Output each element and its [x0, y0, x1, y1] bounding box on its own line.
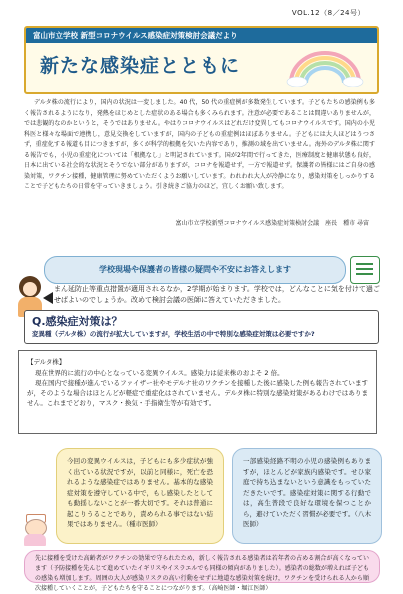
page-title: 新たな感染症とともに — [40, 55, 241, 77]
answer-bubble-left: 今回の変異ウイルスは，子どもにも多少症状が強く出ている状況ですが，以前と同様に，死亡を恐れるような感染症ではありません。基本的な感染症対策を遵守している中で，もし感染したとしても動揺しないことが一番大切です。それは普通に起こりうることであり，責められる事ではない結果ではありません。（種市医師） — [56, 448, 224, 544]
intro-paragraph: デルタ株の流行により，国内の状況は一変しました。40 代，50 代の重症例が多数発生しています。子どもたちの感染例も多く報告されるようになり，発熱をほじめとした症状のある場合も多くみられます。注意が必要であることは間違いありませんが，では悲観的なのかというと，そうではありません。やはりコロナウイルスはどれだけ変異してもコロナウイルスです。国内の小児科医と様々な場面で連携し，意見交換をしていますが，国内の子どもの重症例はほぼありません。子どもには大人ほどはうつさず，重症化する報道も目につきますが，多くが科学的根拠を欠いた内容であり，推測の域を出ていません。海外のデルタ株に関する報告でも，小児の重症化については「根拠なし」と明記されています。国が2年間で行ってきた，医療制度と健康状態も良好，日本に出ている社会的な状況とそうでない部分がありますが，コロナを報道せず，一方で報道せず。保護者の皆様にはご自身の感染対策，ワクチン接種，健康管理に努めていただくようお願いしています。われわれ大人が冷静になり，感染対策をしっかりすることで子どもたちの日常を守っていきましょう。引き続きご協力のほど，宜しくお願い致します。 — [24, 99, 375, 190]
rainbow-icon — [285, 45, 365, 87]
delta-info-box — [18, 350, 377, 434]
question-title: Q.感染症対策は？ — [32, 315, 123, 328]
answer-bubble-bottom: 先に接種を受けた高齢者がワクチンの効果で守られたため，新しく報告される感染者は若年者の占める割合が高くなっています（予防接種を先んじて進めていたイギリスやイスラエルでも同様の傾向がありました）。感染者の総数が増えれば子どもの感染も増加します。周囲の大人が感染リスクの高い行動をせずに地道な感染対策を続け，ワクチンを受けられる人から順次接種していくことが，子どもたちを守ることにつながります。（高崎医師・堀江医師） — [24, 550, 380, 583]
answer-bubble-right: 一部感染経路不明の小児の感染例もありますが，ほとんどが家族内感染です。せひ家庭で持ち込まないという意識をもっていただきたいです。感染症対策に関する行動では，高生普段で良好な環境を保つことから，避けていただく習慣が必要です。（八木医師） — [232, 448, 382, 544]
qa-banner: 学校現場や保護者の皆様の疑問や不安にお答えします — [44, 256, 346, 284]
speech-pointer — [43, 292, 53, 304]
question-text: 変異種（デルタ株）の流行が拡大していますが，学校生活の中で特別な感染症対策は必要ですか? — [32, 330, 315, 338]
qa-section-header — [44, 256, 380, 282]
document-icon — [350, 256, 380, 284]
header-banner — [24, 26, 379, 94]
question-box — [24, 310, 379, 344]
delta-box-paragraph-1: 現在世界的に流行の中心となっている変異ウイルス。感染力は従来株のおよそ 2 倍。 — [35, 369, 284, 377]
organization-bar: 富山市立学校 新型コロナウイルス感染症対策検討会議だより — [26, 28, 377, 43]
volume-number: VOL.12（8／24号） — [291, 9, 365, 17]
delta-box-title: 【デルタ株】 — [27, 358, 66, 366]
signature: 富山市立学校新型コロナウイルス感染症対策検討会議 座長 種市 尋宙 — [175, 220, 369, 227]
delta-box-paragraph-2: 現在国内で接種が進んでいるファイザー社やモデルナ社のワクチンを接種した後に感染した例も報告されていますが，そのような場合はほとんどが軽症で重症化はされていません。デルタ株に特別な感染対策があるわけではありません。これまでどおり，マスク・換気・手指衛生等が有効です。 — [27, 379, 368, 407]
intro-note: まん延防止等重点措置が適用されるなか，2学期が始まります。学校では，どんなことに気を付けて過ごせばよいのでしょうか。改めて検討会議の医師に答えていただきました。 — [54, 285, 380, 304]
nurse-illustration — [22, 514, 48, 546]
